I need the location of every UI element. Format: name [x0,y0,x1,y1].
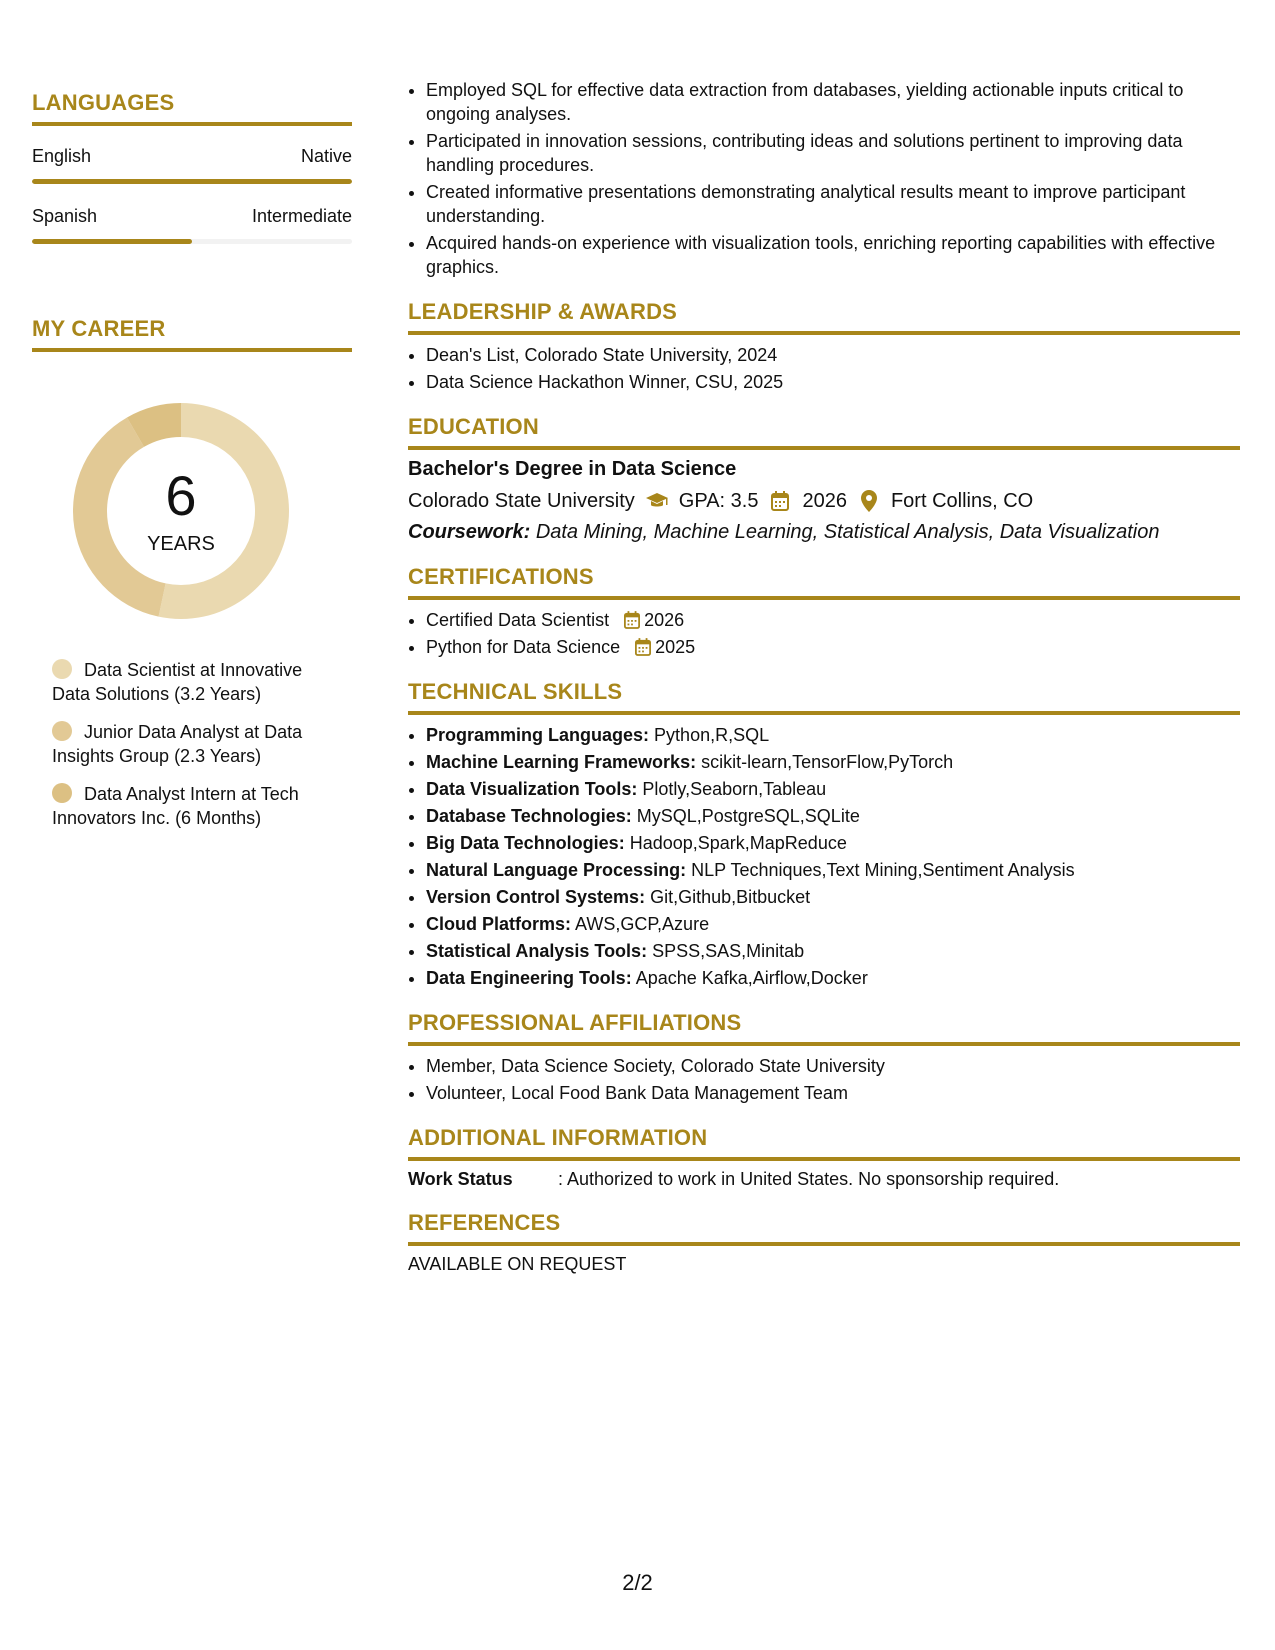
references-text: AVAILABLE ON REQUEST [408,1254,627,1274]
certification-year: 2025 [655,637,696,657]
location-pin-icon [857,489,881,513]
skill-value: scikit-learn,TensorFlow,PyTorch [701,752,954,772]
certifications-heading: CERTIFICATIONS [408,564,1240,600]
skills-heading: TECHNICAL SKILLS [408,679,1240,715]
skill-item [426,912,1240,936]
language-proficiency-bar [32,239,352,244]
references-heading: REFERENCES [408,1210,1240,1246]
skill-label: Programming Languages: [426,725,650,745]
skill-label: Machine Learning Frameworks: [426,752,697,772]
career-legend-label: Junior Data Analyst at Data Insights Group (2.3 Years) [52,722,303,766]
certification-name: Certified Data Scientist [426,610,610,630]
certification-item [426,635,1240,659]
affiliation-item: • Volunteer, Local Food Bank Data Management Team [426,1081,1240,1105]
work-status-value: : Authorized to work in United States. No sponsorship required. [558,1169,1060,1189]
skill-value: NLP Techniques,Text Mining,Sentiment Analysis [691,860,1075,880]
language-proficiency-fill [32,179,352,184]
skill-value: Hadoop,Spark,MapReduce [629,833,847,853]
work-status-row [408,1169,1240,1190]
career-heading: MY CAREER [32,316,352,352]
calendar-icon [768,489,792,513]
additional-heading: ADDITIONAL INFORMATION [408,1125,1240,1161]
skill-value: Apache Kafka,Airflow,Docker [635,968,868,988]
skill-item [426,723,1240,747]
skill-label: Data Engineering Tools: [426,968,632,988]
skills-list [408,723,1240,990]
calendar-icon [624,611,642,629]
skill-item [426,858,1240,882]
coursework-label: Coursework: [408,521,531,543]
school-name: Colorado State University [408,489,635,512]
leadership-section [408,299,1240,394]
affiliation-item: • Member, Data Science Society, Colorado State University [426,1054,1240,1078]
certification-year: 2026 [644,610,685,630]
skill-item [426,831,1240,855]
right-column [408,0,1240,1275]
legend-dot [52,721,72,741]
skill-value: AWS,GCP,Azure [575,914,710,934]
education-heading: EDUCATION [408,414,1240,450]
experience-bullet: • Participated in innovation sessions, contributing ideas and solutions pertinent to improving data handling procedures. [426,129,1240,177]
language-level: Native [300,146,352,166]
left-column [32,0,352,844]
additional-section [408,1125,1240,1190]
certification-item [426,608,1240,632]
skill-label: Statistical Analysis Tools: [426,941,648,961]
page-number: 2/2 [622,1570,653,1595]
language-name: Spanish [32,206,98,226]
career-total-unit: YEARS [147,533,215,555]
experience-bullet: • Created informative presentations demonstrating analytical results meant to improve participant understanding. [426,180,1240,228]
career-legend-label: Data Scientist at Innovative Data Solutions (3.2 Years) [52,660,303,704]
skill-label: Version Control Systems: [426,887,646,907]
skill-label: Big Data Technologies: [426,833,625,853]
award-item: • Dean's List, Colorado State University, 2024 [426,343,1240,367]
skill-value: MySQL,PostgreSQL,SQLite [636,806,860,826]
skill-value: Python,R,SQL [654,725,770,745]
skill-value: Plotly,Seaborn,Tableau [642,779,827,799]
coursework [408,521,1240,544]
language-proficiency-fill [32,239,192,244]
leadership-heading: LEADERSHIP & AWARDS [408,299,1240,335]
calendar-icon [635,638,653,656]
career-legend-item [52,658,332,706]
legend-dot [52,783,72,803]
career-legend-item [52,782,332,830]
career-legend-item [52,720,332,768]
certification-name: Python for Data Science [426,637,621,657]
experience-bullet: • Employed SQL for effective data extraction from databases, yielding actionable inputs critical to ongoing analyses. [426,78,1240,126]
references-section [408,1210,1240,1275]
experience-bullet: • Acquired hands-on experience with visualization tools, enriching reporting capabilities with effective graphics. [426,231,1240,279]
degree-title: Bachelor's Degree in Data Science [408,458,737,480]
skill-item [426,777,1240,801]
work-status-label: Work Status [408,1169,513,1189]
graduation-cap-icon [645,489,669,513]
education-section [408,414,1240,544]
skill-item [426,750,1240,774]
language-item [32,146,352,184]
skill-value: Git,Github,Bitbucket [650,887,811,907]
skill-value: SPSS,SAS,Minitab [652,941,805,961]
languages-heading: LANGUAGES [32,90,352,126]
skill-label: Database Technologies: [426,806,632,826]
skill-label: Natural Language Processing: [426,860,687,880]
language-item [32,206,352,244]
language-level: Intermediate [251,206,352,226]
skill-item [426,804,1240,828]
education-meta [408,489,1240,513]
skills-section [408,679,1240,990]
career-donut-chart [66,396,296,626]
skill-label: Data Visualization Tools: [426,779,638,799]
affiliations-heading: PROFESSIONAL AFFILIATIONS [408,1010,1240,1046]
legend-dot [52,659,72,679]
school-location: Fort Collins, CO [890,489,1034,512]
skill-item [426,939,1240,963]
language-proficiency-bar [32,179,352,184]
language-name: English [32,146,92,166]
skill-item [426,885,1240,909]
award-item: • Data Science Hackathon Winner, CSU, 2025 [426,370,1240,394]
skill-item [426,966,1240,990]
coursework-list: Data Mining, Machine Learning, Statistical Analysis, Data Visualization [535,521,1160,543]
career-legend-label: Data Analyst Intern at Tech Innovators Inc. (6 Months) [52,784,299,828]
gpa: GPA: 3.5 [678,489,759,512]
affiliations-section [408,1010,1240,1105]
experience-bullets [408,78,1240,279]
career-total-years: 6 [165,464,197,527]
skill-label: Cloud Platforms: [426,914,572,934]
graduation-year: 2026 [802,489,847,512]
certifications-section [408,564,1240,659]
